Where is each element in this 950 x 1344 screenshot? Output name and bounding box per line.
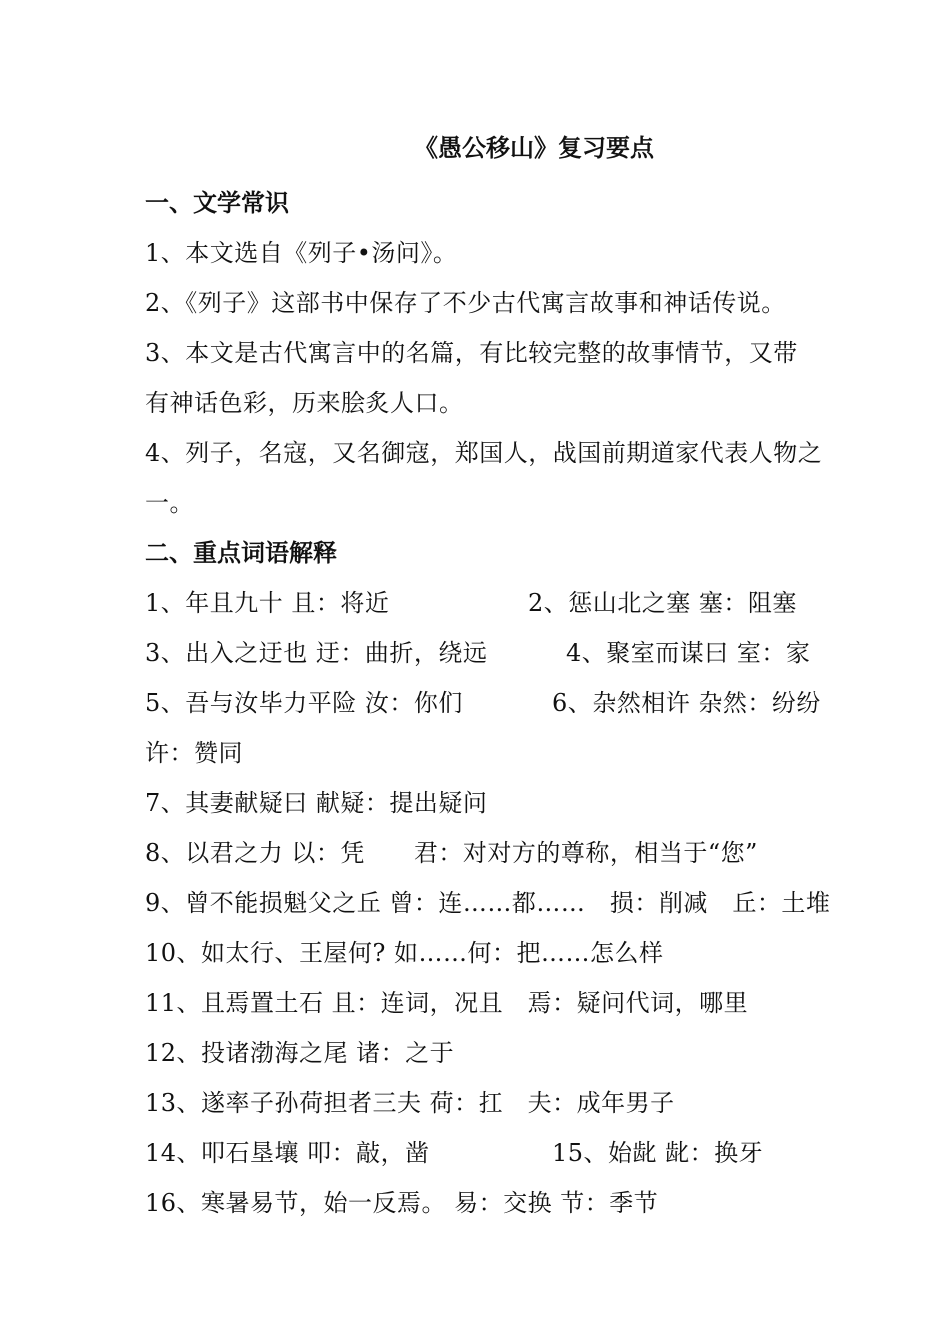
section-heading-key-words: 二、重点词语解释: [145, 538, 337, 567]
word-item-15: 15、始龀 龀：换牙: [552, 1139, 764, 1167]
word-item-14: 14、叩石垦壤 叩：敲，凿: [145, 1139, 430, 1167]
word-item-3: 3、出入之迂也 迂：曲折，绕远: [145, 639, 488, 667]
word-item-10: 10、如太行、王屋何? 如……何：把……怎么样: [145, 939, 664, 967]
word-item-4: 4、聚室而谋曰 室：家: [566, 639, 811, 667]
section-heading-literary-knowledge: 一、文学常识: [145, 188, 289, 217]
literary-item-3-continued: 有神话色彩，历来脍炙人口。: [145, 389, 464, 417]
word-item-11: 11、且焉置土石 且：连词，况且 焉：疑问代词，哪里: [145, 989, 749, 1017]
literary-item-1: 1、本文选自《列子•汤问》。: [145, 239, 458, 267]
document-title: 《愚公移山》复习要点: [414, 133, 654, 162]
word-item-7: 7、其妻献疑曰 献疑：提出疑问: [145, 789, 488, 817]
literary-item-2: 2、《列子》这部书中保存了不少古代寓言故事和神话传说。: [145, 289, 786, 317]
word-item-13: 13、遂率子孙荷担者三夫 荷：扛 夫：成年男子: [145, 1089, 675, 1117]
word-item-9: 9、曾不能损魁父之丘 曾：连……都…… 损：削减 丘：土堆: [145, 889, 831, 917]
word-item-6-continued: 许：赞同: [145, 739, 243, 767]
word-item-16: 16、寒暑易节，始一反焉。 易：交换 节：季节: [145, 1189, 659, 1217]
word-item-12: 12、投诸渤海之尾 诸：之于: [145, 1039, 455, 1067]
word-item-6: 6、杂然相许 杂然：纷纷: [552, 689, 821, 717]
word-item-2: 2、惩山北之塞 塞：阻塞: [528, 589, 797, 617]
word-item-1: 1、年且九十 且：将近: [145, 589, 390, 617]
literary-item-3: 3、本文是古代寓言中的名篇，有比较完整的故事情节，又带: [145, 339, 798, 367]
literary-item-4: 4、列子，名寇，又名御寇，郑国人，战国前期道家代表人物之: [145, 439, 823, 467]
word-item-5: 5、吾与汝毕力平险 汝：你们: [145, 689, 463, 717]
literary-item-4-continued: 一。: [145, 489, 194, 517]
word-item-8: 8、以君之力 以：凭 君：对对方的尊称，相当于“您”: [145, 839, 758, 867]
